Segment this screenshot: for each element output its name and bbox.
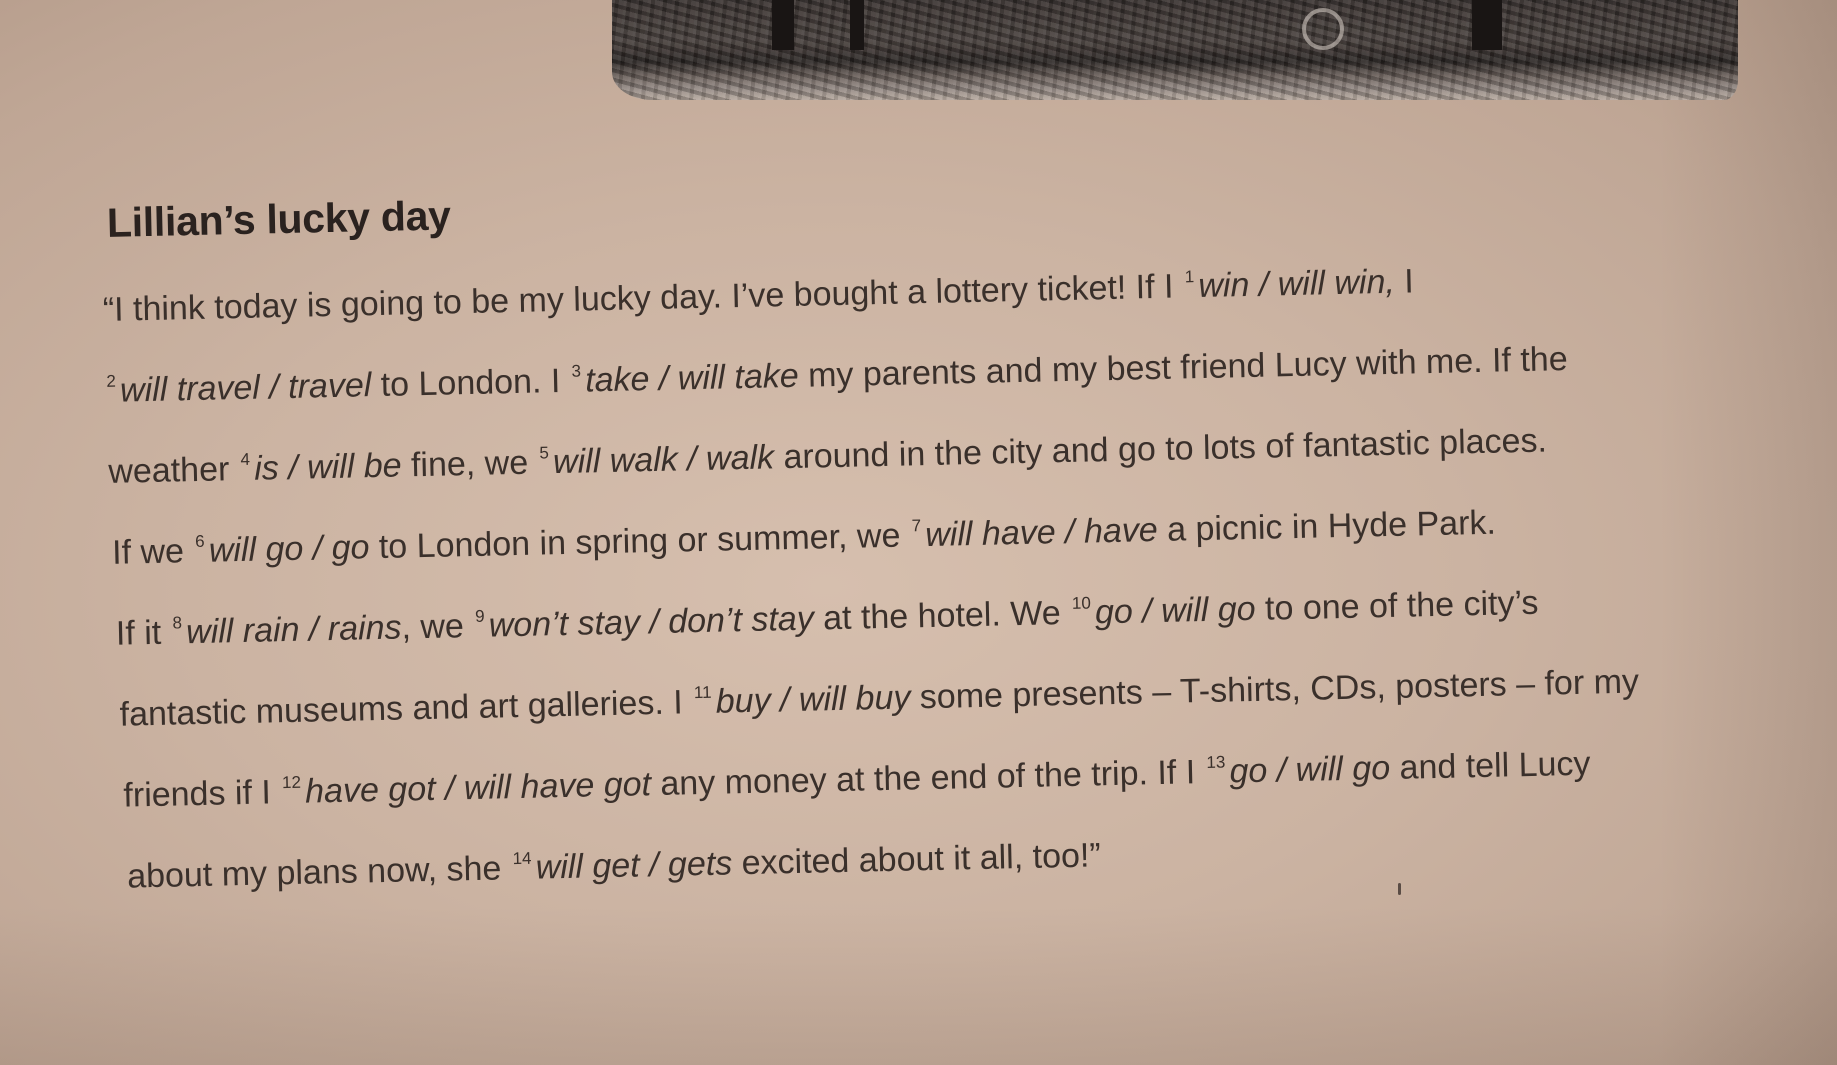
carriage-wheel [1302,8,1344,50]
answer-options: will get / gets [535,844,733,887]
text-segment: a picnic in Hyde Park. [1157,503,1497,550]
text-segment: my parents and my best friend Lucy with me. If the [798,340,1569,395]
answer-options: will travel / travel [119,366,372,410]
text-segment: If it [115,613,172,653]
answer-options: will walk / walk [552,438,775,482]
gap-number: 9 [474,606,485,626]
answer-options: go / will go [1094,589,1257,632]
text-segment: I [1394,262,1415,301]
text-segment: fantastic museums and art galleries. I [119,683,693,734]
answer-options: will rain / rains [185,608,402,652]
pencil-mark [1398,883,1401,895]
gap-number: 1 [1184,266,1195,287]
gap-number: 4 [240,449,251,469]
park-photo [612,0,1738,100]
tree-trunk [1472,0,1502,50]
text-segment: at the hotel. We [813,593,1071,638]
answer-options: take / will take [584,356,800,400]
paragraph [102,233,1816,918]
answer-options: will have / have [924,511,1159,555]
page-title: Lillian’s lucky day [106,192,452,246]
tree-trunk [772,0,794,50]
answer-options: have got / will have got [304,765,652,811]
gap-number: 5 [539,442,550,463]
gap-number: 2 [106,371,117,391]
text-segment: about my plans now, she [126,849,512,896]
text-segment: , we [401,606,474,647]
answer-options: win / will win, [1197,262,1396,306]
answer-options: buy / will buy [715,678,911,721]
answer-options: won’t stay / don’t stay [488,599,815,645]
text-segment: some presents – T-shirts, CDs, posters – for my [909,662,1640,717]
gap-number: 3 [571,361,582,381]
answer-options: go / will go [1229,749,1391,791]
text-segment: weather [107,450,240,491]
text-segment: excited about it all, too!” [731,836,1102,883]
text-segment: to one of the city’s [1255,583,1539,628]
text-segment: to London in spring or summer, we [369,516,911,567]
answer-options: will go / go [208,528,370,570]
tree-trunk [850,0,864,50]
gap-number: 11 [693,682,712,702]
gap-number: 13 [1206,752,1226,772]
page-shadow-bottom [0,905,1837,1065]
text-segment: to London. I [370,361,571,405]
text-segment: “I think today is going to be my lucky day. I’ve bought a lottery ticket! If I [102,267,1184,329]
text-segment: any money at the end of the trip. If I [650,753,1206,804]
answer-options: is / will be [253,446,402,488]
text-segment: If we [111,532,194,572]
gap-number: 12 [281,772,302,792]
gap-number: 14 [512,848,532,868]
text-segment: around in the city and go to lots of fantastic places. [773,421,1548,477]
text-segment: friends if I [123,773,281,815]
exercise-text [100,143,1816,918]
gap-number: 8 [172,613,183,633]
text-segment: fine, we [401,443,539,485]
gap-number: 7 [911,515,922,536]
gap-number: 6 [194,531,205,551]
text-segment: and tell Lucy [1389,744,1591,787]
gap-number: 10 [1071,593,1091,613]
